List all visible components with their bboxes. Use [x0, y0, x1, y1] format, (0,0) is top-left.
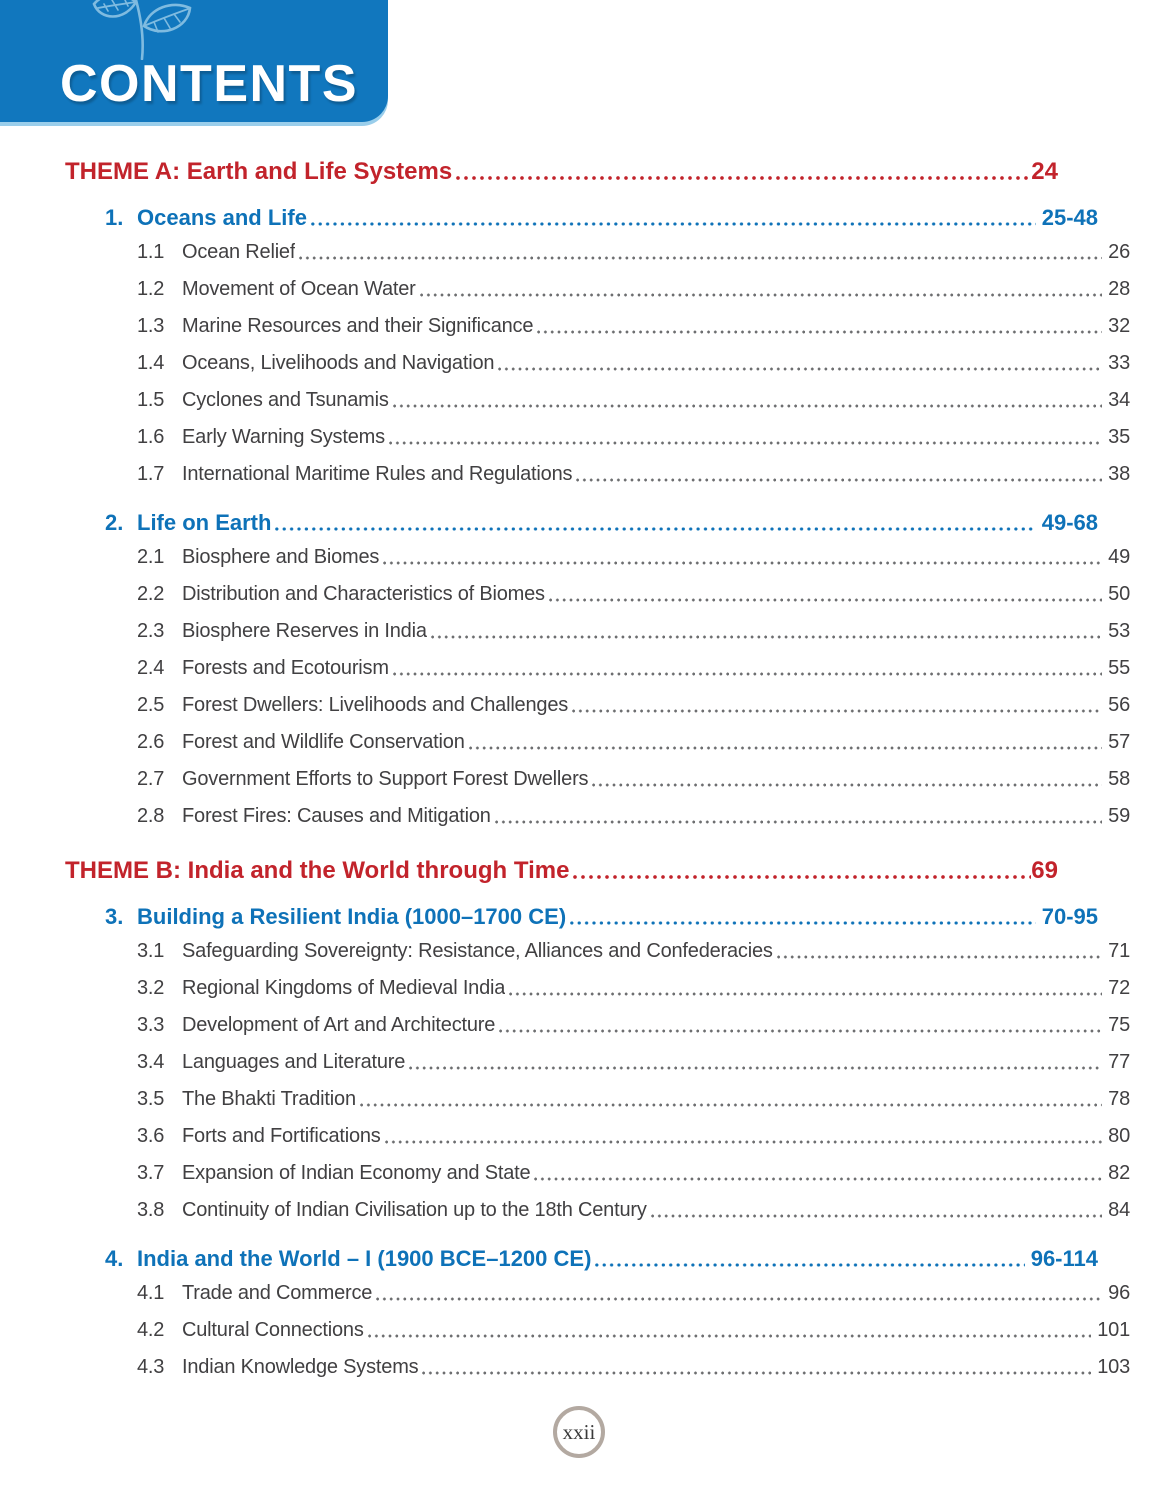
toc-entry-label: Languages and Literature: [182, 1051, 406, 1073]
toc-entry-number: 4.3: [137, 1356, 165, 1378]
toc-entry-label: Indian Knowledge Systems: [182, 1356, 419, 1378]
toc-entry-label: Trade and Commerce: [182, 1282, 373, 1304]
toc-entry-page: 57: [1108, 731, 1130, 753]
toc-entry-number: 3.8: [137, 1199, 165, 1221]
dotted-leader: [368, 1318, 1092, 1343]
toc-entry-label: Life on Earth: [137, 510, 272, 535]
dotted-leader: [495, 804, 1102, 829]
toc-entry-label: Forests and Ecotourism: [182, 657, 389, 679]
toc-entry-label: Government Efforts to Support Forest Dwellers: [182, 768, 589, 790]
toc-entry-page: 80: [1108, 1125, 1130, 1147]
toc-entry-number: 2.4: [137, 657, 165, 679]
toc-entry-page: 78: [1108, 1088, 1130, 1110]
dotted-leader: [275, 509, 1035, 537]
toc-entry-number: 3.2: [137, 977, 165, 999]
dotted-leader: [311, 204, 1036, 232]
dotted-leader: [393, 388, 1102, 413]
toc-entry-page: 34: [1108, 389, 1130, 411]
toc-entry-page: 35: [1108, 426, 1130, 448]
toc-entry-label: Forest and Wildlife Conservation: [182, 731, 465, 753]
dotted-leader: [383, 545, 1102, 570]
toc-entry-number: 1.3: [137, 315, 165, 337]
toc-row: [65, 1281, 1130, 1306]
dotted-leader: [376, 1281, 1102, 1306]
toc-entry-label: Cyclones and Tsunamis: [182, 389, 389, 411]
toc-row: [65, 804, 1130, 829]
toc-row: [65, 509, 1098, 537]
toc-entry-label: Forest Fires: Causes and Mitigation: [182, 805, 491, 827]
dotted-leader: [576, 462, 1102, 487]
toc-row: [65, 314, 1130, 339]
toc-entry-number: 4.: [105, 1246, 124, 1271]
toc-row: [65, 767, 1130, 792]
toc-entry-label: India and the World – I (1900 BCE–1200 CE): [137, 1246, 592, 1271]
toc-entry-page: 49-68: [1041, 510, 1098, 535]
toc-row: [65, 277, 1130, 302]
toc-entry-label: Development of Art and Architecture: [182, 1014, 496, 1036]
toc-entry-number: 4.2: [137, 1319, 165, 1341]
toc-entry-label: Regional Kingdoms of Medieval India: [182, 977, 506, 999]
toc-entry-label: International Maritime Rules and Regulations: [182, 463, 573, 485]
toc-list: [0, 122, 1158, 1392]
toc-entry-label: Oceans, Livelihoods and Navigation: [182, 352, 495, 374]
dotted-leader: [573, 857, 1031, 885]
toc-entry-number: 2.3: [137, 620, 165, 642]
dotted-leader: [651, 1198, 1103, 1223]
toc-entry-page: 58: [1108, 768, 1130, 790]
dotted-leader: [534, 1161, 1102, 1186]
toc-entry-number: 3.4: [137, 1051, 165, 1073]
toc-entry-label: Continuity of Indian Civilisation up to the 18th Century: [182, 1199, 647, 1221]
toc-entry-page: 71: [1108, 940, 1130, 962]
toc-row: [65, 388, 1130, 413]
toc-entry-page: 50: [1108, 583, 1130, 605]
toc-entry-number: 3.5: [137, 1088, 165, 1110]
toc-row: [65, 1355, 1130, 1380]
toc-entry-number: 2.7: [137, 768, 165, 790]
toc-row: [65, 545, 1130, 570]
toc-entry-number: 1.1: [137, 241, 165, 263]
page-title: CONTENTS: [60, 55, 358, 113]
toc-entry-number: 1.: [105, 205, 124, 230]
toc-entry-label: Marine Resources and their Significance: [182, 315, 534, 337]
toc-entry-page: 96-114: [1030, 1246, 1098, 1271]
dotted-leader: [393, 656, 1102, 681]
toc-entry-page: 70-95: [1041, 904, 1098, 929]
toc-entry-page: 55: [1108, 657, 1130, 679]
toc-row: [65, 1198, 1130, 1223]
toc-entry-page: 103: [1097, 1356, 1130, 1378]
toc-entry-number: 3.6: [137, 1125, 165, 1147]
dotted-leader: [420, 277, 1102, 302]
dotted-leader: [572, 693, 1102, 718]
toc-row: [65, 903, 1098, 931]
toc-entry-page: 72: [1108, 977, 1130, 999]
toc-entry-page: 49: [1108, 546, 1130, 568]
toc-entry-label: THEME B: India and the World through Time: [65, 857, 570, 884]
toc-row: [65, 204, 1098, 232]
toc-entry-label: Forts and Fortifications: [182, 1125, 381, 1147]
toc-entry-number: 1.7: [137, 463, 165, 485]
dotted-leader: [498, 351, 1102, 376]
toc-entry-label: Forest Dwellers: Livelihoods and Challenges: [182, 694, 569, 716]
toc-entry-page: 33: [1108, 352, 1130, 374]
toc-row: [65, 857, 1058, 885]
toc-entry-page: 25-48: [1041, 205, 1098, 230]
page-footer: [0, 1406, 1158, 1458]
toc-entry-number: 2.: [105, 510, 124, 535]
dotted-leader: [499, 1013, 1102, 1038]
toc-row: [65, 462, 1130, 487]
toc-row: [65, 693, 1130, 718]
toc-entry-label: Early Warning Systems: [182, 426, 385, 448]
toc-row: [65, 1318, 1130, 1343]
toc-entry-page: 96: [1108, 1282, 1130, 1304]
dotted-leader: [549, 582, 1102, 607]
toc-entry-label: THEME A: Earth and Life Systems: [65, 158, 453, 185]
toc-row: [65, 1245, 1098, 1273]
toc-entry-label: Safeguarding Sovereignty: Resistance, Alliances and Confederacies: [182, 940, 773, 962]
dotted-leader: [592, 767, 1102, 792]
toc-entry-page: 82: [1108, 1162, 1130, 1184]
dotted-leader: [360, 1087, 1102, 1112]
toc-entry-label: The Bhakti Tradition: [182, 1088, 356, 1110]
toc-entry-page: 84: [1108, 1199, 1130, 1221]
toc-entry-number: 2.5: [137, 694, 165, 716]
toc-entry-page: 56: [1108, 694, 1130, 716]
toc-row: [65, 425, 1130, 450]
toc-entry-page: 101: [1097, 1319, 1130, 1341]
toc-entry-page: 32: [1108, 315, 1130, 337]
dotted-leader: [431, 619, 1102, 644]
dotted-leader: [385, 1124, 1103, 1149]
toc-entry-number: 1.6: [137, 426, 165, 448]
dotted-leader: [456, 158, 1031, 186]
toc-entry-number: 1.5: [137, 389, 165, 411]
toc-row: [65, 1087, 1130, 1112]
dotted-leader: [537, 314, 1102, 339]
toc-row: [65, 582, 1130, 607]
toc-row: [65, 656, 1130, 681]
page-number-badge: [553, 1406, 605, 1458]
toc-entry-number: 1.4: [137, 352, 165, 374]
toc-row: [65, 240, 1130, 265]
dotted-leader: [409, 1050, 1102, 1075]
toc-entry-label: Expansion of Indian Economy and State: [182, 1162, 531, 1184]
toc-entry-label: Oceans and Life: [137, 205, 307, 230]
toc-entry-number: 3.7: [137, 1162, 165, 1184]
dotted-leader: [509, 976, 1102, 1001]
toc-entry-page: 69: [1031, 857, 1058, 884]
toc-row: [65, 619, 1130, 644]
toc-entry-page: 59: [1108, 805, 1130, 827]
toc-entry-label: Cultural Connections: [182, 1319, 364, 1341]
toc-row: [65, 1050, 1130, 1075]
toc-entry-number: 3.1: [137, 940, 165, 962]
toc-entry-number: 3.: [105, 904, 124, 929]
toc-entry-page: 77: [1108, 1051, 1130, 1073]
leaf-icon: [92, 0, 204, 60]
toc-entry-label: Building a Resilient India (1000–1700 CE): [137, 904, 567, 929]
dotted-leader: [299, 240, 1102, 265]
toc-entry-label: Ocean Relief: [182, 241, 296, 263]
toc-row: [65, 976, 1130, 1001]
toc-entry-number: 3.3: [137, 1014, 165, 1036]
toc-entry-page: 28: [1108, 278, 1130, 300]
toc-entry-number: 2.8: [137, 805, 165, 827]
toc-entry-page: 53: [1108, 620, 1130, 642]
toc-row: [65, 939, 1130, 964]
toc-entry-number: 2.6: [137, 731, 165, 753]
toc-row: [65, 351, 1130, 376]
dotted-leader: [469, 730, 1103, 755]
toc-entry-number: 1.2: [137, 278, 165, 300]
toc-entry-label: Biosphere and Biomes: [182, 546, 380, 568]
page-number: xxii: [562, 1419, 596, 1444]
toc-entry-label: Distribution and Characteristics of Biomes: [182, 583, 545, 605]
toc-row: [65, 1124, 1130, 1149]
toc-entry-label: Biosphere Reserves in India: [182, 620, 427, 642]
toc-entry-page: 26: [1108, 241, 1130, 263]
toc-entry-label: Movement of Ocean Water: [182, 278, 416, 300]
toc-entry-number: 4.1: [137, 1282, 165, 1304]
toc-entry-number: 2.1: [137, 546, 165, 568]
toc-entry-page: 75: [1108, 1014, 1130, 1036]
dotted-leader: [389, 425, 1102, 450]
toc-entry-page: 38: [1108, 463, 1130, 485]
toc-entry-number: 2.2: [137, 583, 165, 605]
toc-row: [65, 1013, 1130, 1038]
toc-row: [65, 1161, 1130, 1186]
toc-row: [65, 158, 1058, 186]
dotted-leader: [570, 903, 1036, 931]
toc-row: [65, 730, 1130, 755]
dotted-leader: [422, 1355, 1091, 1380]
toc-entry-page: 24: [1031, 158, 1058, 185]
dotted-leader: [777, 939, 1102, 964]
contents-banner: [0, 0, 388, 122]
dotted-leader: [595, 1245, 1024, 1273]
